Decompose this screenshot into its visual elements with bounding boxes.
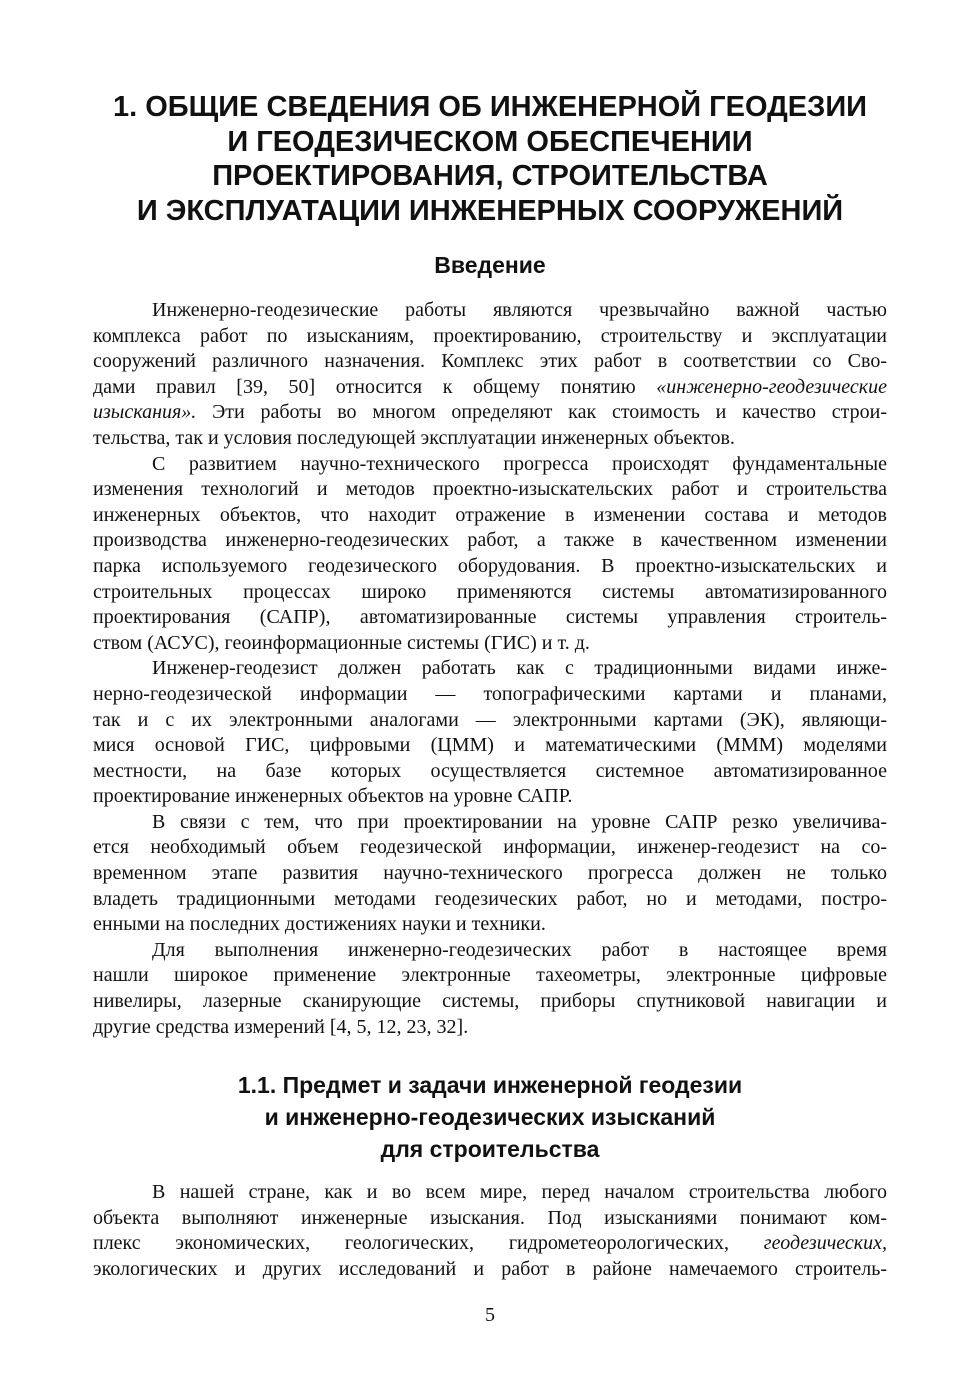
- page-number: 5: [485, 1304, 495, 1326]
- text-line: временном этапе развития научно-технического прогресса должен не только: [93, 862, 887, 885]
- section-title-line: и инженерно-геодезических изысканий: [264, 1104, 716, 1130]
- section-title-line: для строительства: [380, 1136, 600, 1162]
- text-line: проектирование инженерных объектов на уровне САПР.: [93, 785, 573, 808]
- text-line: владеть традиционными методами геодезических работ, но и методами, постро-: [93, 887, 887, 910]
- text-line: проектирования (САПР), автоматизированные системы управления строитель-: [93, 606, 887, 629]
- text-line: нашли широкое применение электронные тахеометры, электронные цифровые: [93, 964, 887, 987]
- paragraph: [93, 1180, 887, 1282]
- text-line: тельства, так и условия последующей эксплуатации инженерных объектов.: [93, 426, 735, 449]
- text-line: Инженер-геодезист должен работать как с традиционными видами инже-: [152, 657, 887, 680]
- text-line: ется необходимый объем геодезической информации, инженер-геодезист на со-: [93, 836, 887, 859]
- italic-term: «инженерно-геодезические: [656, 375, 887, 398]
- chapter-title-line: 1. ОБЩИЕ СВЕДЕНИЯ ОБ ИНЖЕНЕРНОЙ ГЕОДЕЗИИ: [113, 91, 867, 123]
- text-line: другие средства измерений [4, 5, 12, 23, 32].: [93, 1015, 469, 1038]
- text-line: С развитием научно-технического прогресса происходят фундаментальные: [152, 452, 887, 475]
- section-heading: [70, 1069, 910, 1165]
- text-line: изменения технологий и методов проектно-изыскательских работ и строительства: [93, 478, 887, 501]
- text-line: [93, 375, 887, 401]
- text-line: [93, 400, 887, 426]
- text-line: экологических и других исследований и работ в районе намечаемого строитель-: [93, 1257, 887, 1280]
- text-run: Эти работы во многом определяют как стоимость и качество строи-: [196, 401, 887, 424]
- text-line: инженерных объектов, что находит отражение в изменении состава и методов: [93, 503, 887, 526]
- text-line: В связи с тем, что при проектировании на уровне САПР резко увеличива-: [152, 810, 887, 833]
- text-line: Инженерно-геодезические работы являются чрезвычайно важной частью: [152, 299, 887, 321]
- text-line: мися основой ГИС, цифровыми (ЦММ) и математическими (МММ) моделями: [93, 734, 887, 757]
- chapter-title: [70, 90, 910, 228]
- italic-term: геодезических,: [763, 1232, 887, 1255]
- paragraph: [93, 298, 887, 452]
- paragraph: [93, 938, 887, 1040]
- text-line: [93, 1231, 887, 1257]
- text-line: производства инженерно-геодезических работ, а также в качественном изменении: [93, 529, 887, 552]
- text-line: нивелиры, лазерные сканирующие системы, приборы спутниковой навигации и: [93, 990, 887, 1013]
- chapter-title-line: ПРОЕКТИРОВАНИЯ, СТРОИТЕЛЬСТВА: [212, 160, 768, 192]
- chapter-title-line: И ГЕОДЕЗИЧЕСКОМ ОБЕСПЕЧЕНИИ: [227, 125, 753, 158]
- chapter-title-line: И ЭКСПЛУАТАЦИИ ИНЖЕНЕРНЫХ СООРУЖЕНИЙ: [136, 194, 844, 227]
- paragraph: [93, 656, 887, 810]
- section-body: [93, 1180, 887, 1282]
- text-line: ством (АСУС), геоинформационные системы (ГИС) и т. д.: [93, 631, 590, 654]
- text-line: Для выполнения инженерно-геодезических работ в настоящее время: [152, 938, 887, 961]
- text-line: объекта выполняют инженерные изыскания. Под изысканиями понимают ком-: [93, 1206, 887, 1229]
- text-line: строительных процессах широко применяются системы автоматизированного: [93, 580, 887, 603]
- text-line: сооружений различного назначения. Комплекс этих работ в соответствии со Сво-: [93, 350, 887, 373]
- text-line: енными на последних достижениях науки и техники.: [93, 913, 546, 936]
- section-title-line: 1.1. Предмет и задачи инженерной геодезии: [237, 1072, 743, 1098]
- text-line: так и с их электронными аналогами — электронными картами (ЭК), являющи-: [93, 708, 887, 731]
- text-line: комплекса работ по изысканиям, проектированию, строительству и эксплуатации: [93, 324, 887, 347]
- paragraph: [93, 452, 887, 657]
- text-run: дами правил [39, 50] относится к общему понятию: [93, 375, 657, 398]
- intro-body: [93, 298, 887, 1040]
- intro-heading: Введение: [434, 252, 546, 278]
- text-line: местности, на базе которых осуществляется системное автоматизированное: [93, 759, 887, 782]
- text-run: плекс экономических, геологических, гидрометеорологических,: [93, 1232, 764, 1255]
- italic-term: изыскания».: [93, 401, 197, 424]
- text-line: нерно-геодезической информации — топографическими картами и планами,: [93, 682, 887, 705]
- text-line: парка используемого геодезического оборудования. В проектно-изыскательских и: [93, 554, 887, 577]
- text-line: В нашей стране, как и во всем мире, перед началом строительства любого: [152, 1181, 887, 1203]
- paragraph: [93, 810, 887, 938]
